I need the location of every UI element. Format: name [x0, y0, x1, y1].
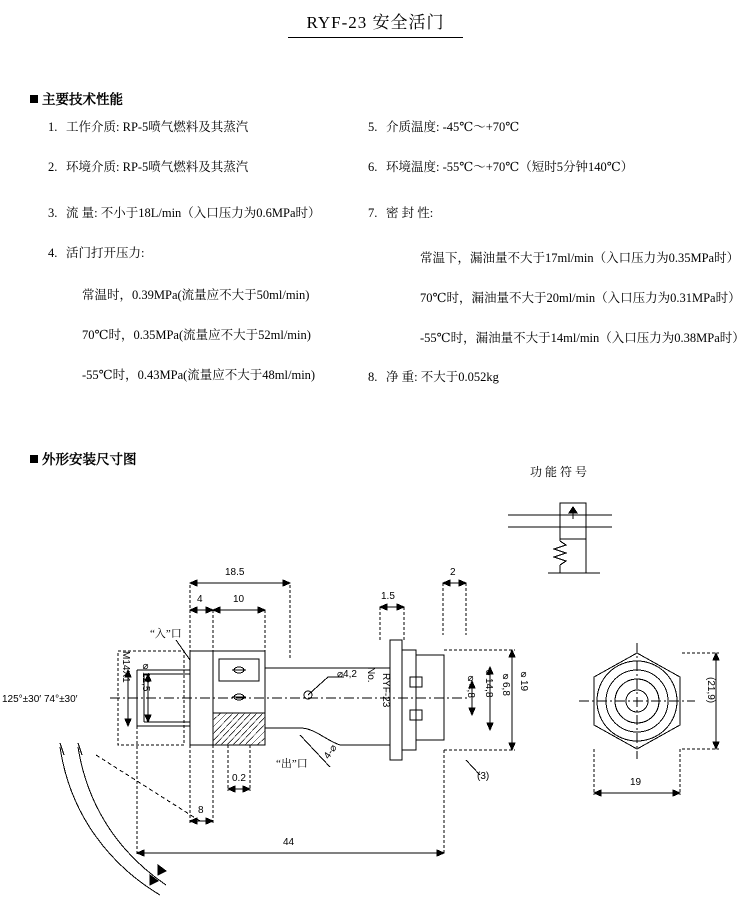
spec-item-3: [48, 204, 321, 222]
dim-4: 4: [197, 594, 203, 605]
spec-label: 活门打开压力:: [66, 246, 145, 260]
spec-item-5: [368, 118, 519, 136]
spec-number: 1.: [48, 120, 58, 134]
port-out-label: “出”口: [276, 758, 308, 770]
dim-14-8: ⌀14,8: [483, 667, 494, 698]
technical-drawing: [0, 455, 751, 902]
spec-label: 流 量:: [66, 206, 98, 220]
spec-sub-3: -55℃时，0.43MPa(流量应不大于48ml/min): [82, 368, 316, 382]
spec-label: 环境介质:: [66, 160, 120, 174]
dim-2: 2: [450, 567, 456, 578]
spec-number: 2.: [48, 160, 58, 174]
drawing-part-no: RYF-23: [380, 673, 391, 708]
dim-44: 44: [283, 837, 295, 848]
dim-hex-21-9: (21,9): [705, 677, 716, 704]
dim-12-5: ⌀12,5: [140, 661, 151, 692]
spec-item-2: [48, 158, 248, 176]
spec-value: -45℃～+70℃: [442, 120, 520, 134]
spec-number: 3.: [48, 206, 58, 220]
spec-value: RP-5喷气燃料及其蒸汽: [122, 120, 249, 134]
spec-item-7: [368, 204, 433, 222]
function-symbol-caption: 功 能 符 号: [530, 465, 588, 479]
spec-number: 5.: [368, 120, 378, 134]
dim-10: 10: [233, 594, 245, 605]
spec-item-6: [368, 158, 633, 176]
spec-item-1: [48, 118, 248, 136]
spec-label: 环境温度:: [386, 160, 440, 174]
dim-4-8: ⌀4,8: [465, 673, 476, 698]
dim-8: 8: [198, 805, 204, 816]
spec-sub-6: -55℃时，漏油量不大于14ml/min（入口压力为0.38MPa时）: [420, 331, 745, 345]
spec-value: 不小于18L/min（入口压力为0.6MPa时）: [100, 206, 321, 220]
dim-3: (3): [477, 771, 490, 782]
spec-label: 工作介质:: [66, 120, 120, 134]
bullet-square-icon: [30, 95, 38, 103]
dim-4-hole: 4-⌀: [322, 742, 340, 762]
spec-number: 8.: [368, 370, 378, 384]
drawing-no-label: No.: [365, 667, 376, 683]
spec-label: 密 封 性:: [386, 206, 434, 220]
spec-number: 6.: [368, 160, 378, 174]
page-title: RYF-23 安全活门: [288, 8, 462, 38]
specs-header-label: 主要技术性能: [42, 92, 123, 107]
dim-19-side: ⌀19: [518, 669, 529, 692]
dim-0-2: 0.2: [232, 773, 246, 784]
spec-value: 不大于0.052kg: [420, 370, 499, 384]
spec-item-8: [368, 368, 499, 386]
drawing-header-label: 外形安装尺寸图: [42, 452, 137, 467]
port-in-label: “入”口: [150, 628, 182, 640]
specs-section-header: [30, 88, 123, 108]
spec-label: 介质温度:: [386, 120, 440, 134]
spec-sub-2: 70℃时，0.35MPa(流量应不大于52ml/min): [82, 328, 311, 342]
spec-value: RP-5喷气燃料及其蒸汽: [122, 160, 249, 174]
spec-item-4: [48, 244, 144, 262]
dim-angles: 125°±30′ 74°±30′: [2, 694, 78, 705]
spec-label: 净 重:: [386, 370, 418, 384]
spec-number: 4.: [48, 246, 58, 260]
dim-thread-m14x1: M14X1: [120, 651, 131, 683]
page-title-wrapper: [0, 8, 751, 38]
spec-sub-4: 常温下，漏油量不大于17ml/min（入口压力为0.35MPa时）: [420, 251, 740, 265]
spec-sub-1: 常温时，0.39MPa(流量应不大于50ml/min): [82, 288, 310, 302]
dim-hex-19: 19: [630, 777, 642, 788]
dim-4-2: ⌀4,2: [337, 669, 357, 680]
dim-1-5: 1.5: [381, 591, 395, 602]
spec-value: -55℃～+70℃（短时5分钟140℃）: [442, 160, 634, 174]
spec-sub-5: 70℃时，漏油量不大于20ml/min（入口压力为0.31MPa时）: [420, 291, 741, 305]
spec-number: 7.: [368, 206, 378, 220]
dim-18-5: 18.5: [225, 567, 245, 578]
dim-6-8: ⌀6,8: [500, 671, 511, 696]
